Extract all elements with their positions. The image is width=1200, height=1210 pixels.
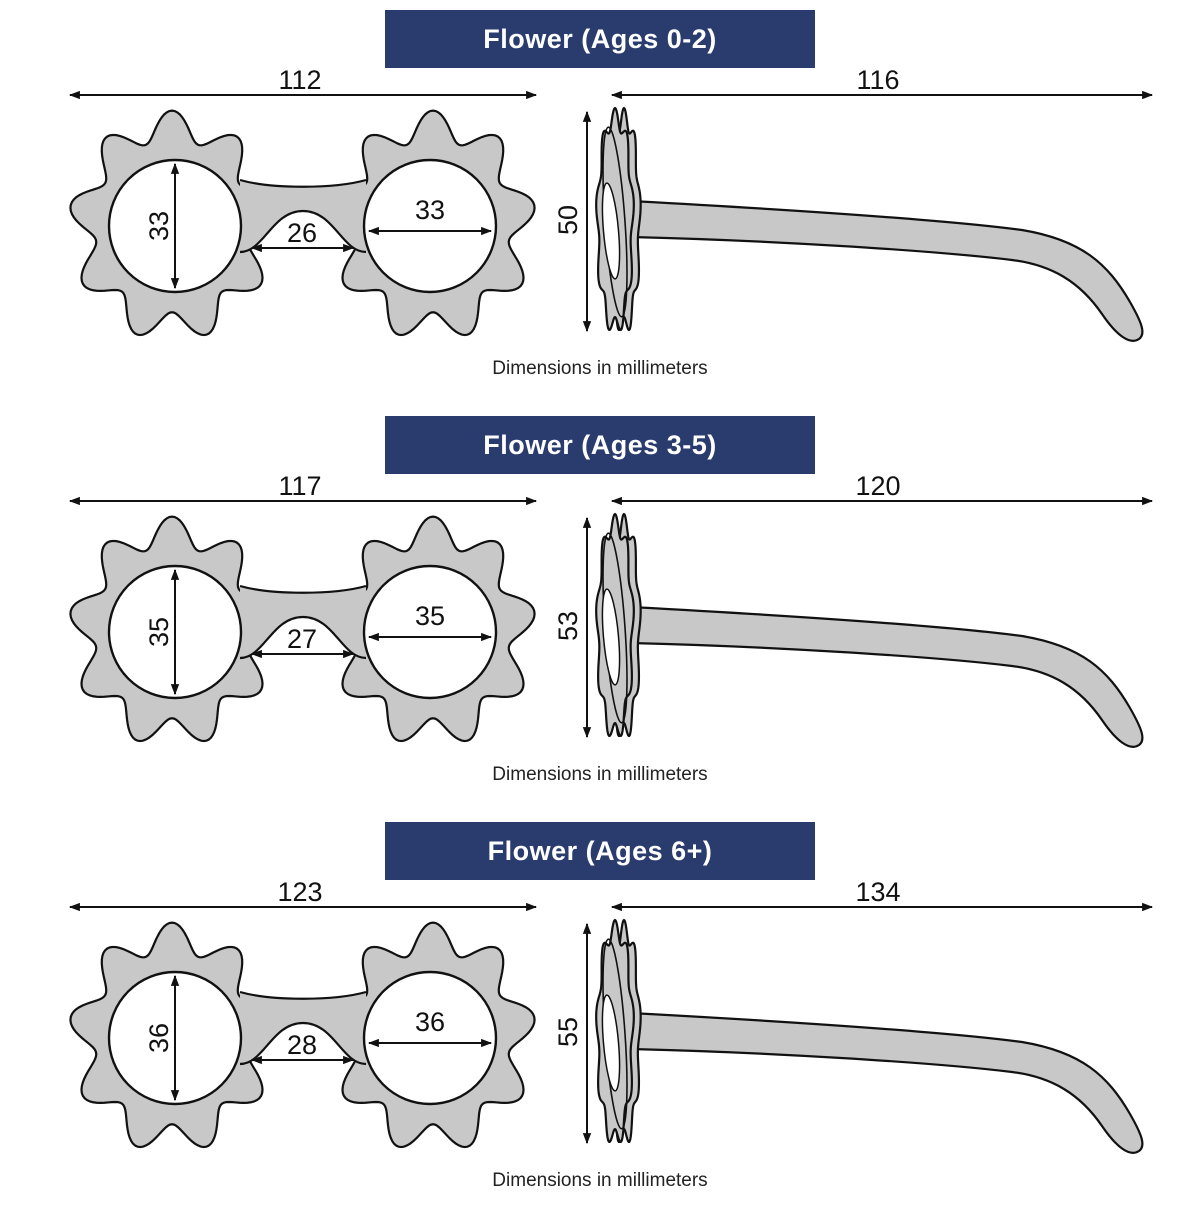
dim-frame-height: 50 <box>553 204 583 236</box>
section-ages-0-2 <box>0 10 1200 380</box>
dim-lens-height: 36 <box>144 1022 174 1054</box>
section-ages-6-plus <box>0 822 1200 1192</box>
dim-bridge-width: 26 <box>286 218 318 248</box>
dim-lens-height: 33 <box>144 210 174 242</box>
glasses-dimension-drawing <box>0 68 1200 358</box>
units-caption: Dimensions in millimeters <box>492 764 708 785</box>
side-view <box>587 501 1152 747</box>
glasses-dimension-drawing <box>0 880 1200 1170</box>
section-title: Flower (Ages 3-5) <box>483 429 717 460</box>
section-banner <box>385 10 815 68</box>
dim-lens-width: 35 <box>414 601 446 631</box>
dim-total-width: 117 <box>278 474 322 501</box>
dim-total-width: 112 <box>278 68 322 95</box>
dim-lens-height: 35 <box>144 616 174 648</box>
dim-temple-length: 120 <box>855 474 901 501</box>
section-ages-3-5 <box>0 416 1200 786</box>
dim-total-width: 123 <box>277 880 323 907</box>
dim-bridge-width: 27 <box>286 624 318 654</box>
section-banner <box>385 822 815 880</box>
size-guide-page <box>0 10 1200 1210</box>
dim-temple-length: 116 <box>856 68 900 95</box>
section-title: Flower (Ages 0-2) <box>483 23 717 54</box>
dim-lens-width: 36 <box>414 1007 446 1037</box>
dim-lens-width: 33 <box>414 195 446 225</box>
dim-temple-length: 134 <box>855 880 901 907</box>
side-view <box>587 95 1152 341</box>
front-view <box>70 95 536 335</box>
glasses-dimension-drawing <box>0 474 1200 764</box>
front-view <box>70 907 536 1147</box>
section-title: Flower (Ages 6+) <box>487 835 713 866</box>
units-caption: Dimensions in millimeters <box>492 358 708 379</box>
units-caption: Dimensions in millimeters <box>492 1170 708 1191</box>
dim-frame-height: 55 <box>553 1016 583 1048</box>
front-view <box>70 501 536 741</box>
dim-frame-height: 53 <box>553 610 583 642</box>
section-banner <box>385 416 815 474</box>
side-view <box>587 907 1152 1153</box>
dim-bridge-width: 28 <box>286 1030 318 1060</box>
